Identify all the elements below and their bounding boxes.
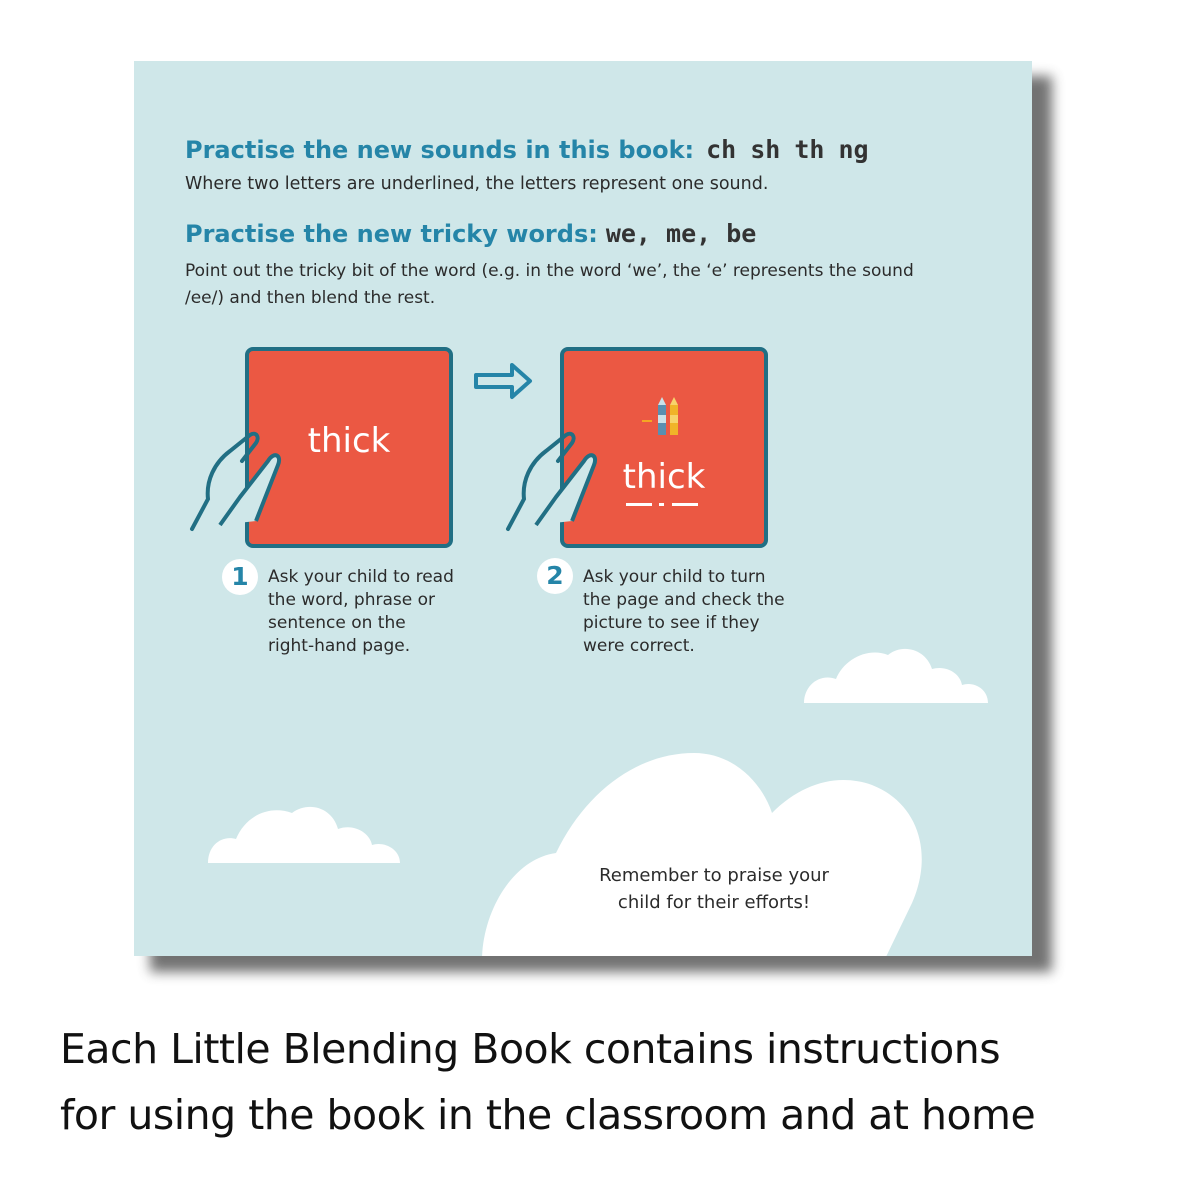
- step-text-1: [268, 566, 454, 658]
- caption-line-1: Each Little Blending Book contains instructions: [60, 1025, 1001, 1073]
- hand-icon-1: [184, 421, 294, 541]
- cloud-small-left: [206, 801, 402, 865]
- step-2-line-3: picture to see if they: [583, 613, 760, 633]
- card-word-1: thick: [307, 421, 391, 461]
- caption-line-2: for using the book in the classroom and at home: [60, 1091, 1036, 1139]
- step-2-line-2: the page and check the: [583, 590, 785, 610]
- sound-ng: ng: [838, 135, 869, 164]
- tricky-note: [185, 258, 914, 312]
- instruction-page: [134, 61, 1032, 956]
- tricky-note-line2: /ee/) and then blend the rest.: [185, 288, 436, 308]
- crayons-icon: [640, 395, 686, 445]
- sounds-note: Where two letters are underlined, the letters represent one sound.: [185, 174, 769, 194]
- card-word-2: thick: [622, 457, 706, 497]
- tricky-words: we, me, be: [605, 219, 757, 248]
- step-1-line-2: the word, phrase or: [268, 590, 435, 610]
- tricky-heading-label: Practise the new tricky words:: [185, 220, 598, 248]
- sounds-list: [706, 135, 882, 164]
- step-number-2: 2: [537, 558, 573, 594]
- praise-line-1: Remember to praise your: [599, 865, 829, 886]
- caption: [60, 1016, 1035, 1148]
- hand-icon-2: [500, 421, 610, 541]
- sound-th: th: [794, 135, 825, 164]
- step-text-2: [583, 566, 785, 658]
- sound-underline-marks: [624, 501, 704, 509]
- sounds-heading: [185, 135, 883, 164]
- step-1-line-1: Ask your child to read: [268, 567, 454, 587]
- praise-line-2: child for their efforts!: [617, 892, 811, 913]
- arrow-right-icon: [472, 359, 536, 403]
- cloud-small-right: [802, 645, 992, 705]
- sound-sh: sh: [750, 135, 781, 164]
- step-1-line-3: sentence on the: [268, 613, 406, 633]
- step-2-line-1: Ask your child to turn: [583, 567, 766, 587]
- praise-note: [564, 862, 864, 916]
- step-1-line-4: right-hand page.: [268, 636, 411, 656]
- step-number-1: 1: [222, 559, 258, 595]
- sound-ch: ch: [706, 135, 737, 164]
- step-2-line-4: were correct.: [583, 636, 695, 656]
- sounds-heading-label: Practise the new sounds in this book:: [185, 136, 695, 164]
- cloud-large: [482, 733, 932, 956]
- tricky-heading: [185, 219, 756, 248]
- tricky-note-line1: Point out the tricky bit of the word (e.g. in the word ‘we’, the ‘e’ represents the sound: [185, 261, 914, 281]
